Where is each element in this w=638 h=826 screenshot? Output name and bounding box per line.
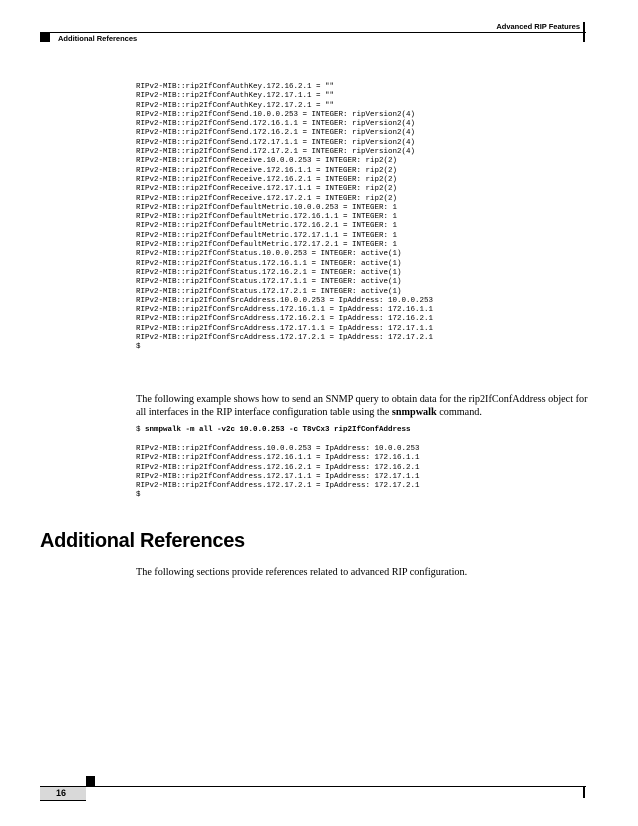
paragraph-text-end: command. (436, 407, 482, 418)
header-rule (40, 32, 586, 33)
code-line: RIPv2-MIB::rip2IfConfStatus.172.16.2.1 = INTEGER: active(1) (136, 268, 402, 277)
code-line: RIPv2-MIB::rip2IfConfDefaultMetric.172.16.1.1 = INTEGER: 1 (136, 213, 398, 222)
command-line (136, 426, 411, 434)
code-line: RIPv2-MIB::rip2IfConfReceive.172.16.2.1 = INTEGER: rip2(2) (136, 175, 398, 184)
code-line: RIPv2-MIB::rip2IfConfSrcAddress.172.16.1.1 = IpAddress: 172.16.1.1 (136, 306, 434, 315)
code-line: RIPv2-MIB::rip2IfConfReceive.172.17.1.1 = INTEGER: rip2(2) (136, 185, 398, 194)
footer-marker-square (86, 776, 95, 786)
code-line: RIPv2-MIB::rip2IfConfStatus.10.0.0.253 = INTEGER: active(1) (136, 250, 402, 259)
code-line: RIPv2-MIB::rip2IfConfReceive.172.17.2.1 = INTEGER: rip2(2) (136, 194, 398, 203)
code-line: RIPv2-MIB::rip2IfConfAuthKey.172.17.1.1 = "" (136, 92, 335, 101)
code-line: RIPv2-MIB::rip2IfConfStatus.172.16.1.1 = INTEGER: active(1) (136, 259, 402, 268)
snmp-output-block-2 (136, 445, 420, 501)
code-line: RIPv2-MIB::rip2IfConfDefaultMetric.10.0.0.253 = INTEGER: 1 (136, 203, 398, 212)
code-line: RIPv2-MIB::rip2IfConfDefaultMetric.172.17.2.1 = INTEGER: 1 (136, 241, 398, 250)
code-line: $ (136, 343, 141, 352)
code-line: RIPv2-MIB::rip2IfConfDefaultMetric.172.16.2.1 = INTEGER: 1 (136, 222, 398, 231)
code-line: RIPv2-MIB::rip2IfConfSend.10.0.0.253 = INTEGER: ripVersion2(4) (136, 110, 416, 119)
code-line: RIPv2-MIB::rip2IfConfAddress.10.0.0.253 = IpAddress: 10.0.0.253 (136, 445, 420, 453)
code-line: RIPv2-MIB::rip2IfConfAuthKey.172.17.2.1 = "" (136, 101, 335, 110)
page-number: 16 (56, 788, 67, 798)
code-line: RIPv2-MIB::rip2IfConfSrcAddress.10.0.0.253 = IpAddress: 10.0.0.253 (136, 296, 434, 305)
code-line: RIPv2-MIB::rip2IfConfSrcAddress.172.17.2.1 = IpAddress: 172.17.2.1 (136, 334, 434, 343)
code-line: RIPv2-MIB::rip2IfConfSrcAddress.172.16.2.1 = IpAddress: 172.16.2.1 (136, 315, 434, 324)
command-name: snmpwalk (391, 407, 437, 418)
header-right-bar (583, 22, 585, 42)
header-marker-square (40, 33, 50, 42)
code-line: RIPv2-MIB::rip2IfConfSrcAddress.172.17.1.1 = IpAddress: 172.17.1.1 (136, 324, 434, 333)
code-line: RIPv2-MIB::rip2IfConfAuthKey.172.16.2.1 = "" (136, 83, 335, 91)
running-section-header: Additional References (58, 34, 138, 43)
code-line: RIPv2-MIB::rip2IfConfDefaultMetric.172.17.1.1 = INTEGER: 1 (136, 231, 398, 240)
section-heading: Additional References (40, 530, 245, 552)
code-line: RIPv2-MIB::rip2IfConfSend.172.16.1.1 = INTEGER: ripVersion2(4) (136, 120, 416, 129)
snmp-output-block-1 (136, 83, 433, 353)
example-paragraph (136, 393, 596, 419)
code-line: RIPv2-MIB::rip2IfConfStatus.172.17.2.1 = INTEGER: active(1) (136, 287, 402, 296)
code-line: RIPv2-MIB::rip2IfConfSend.172.16.2.1 = INTEGER: ripVersion2(4) (136, 129, 416, 138)
code-line: RIPv2-MIB::rip2IfConfAddress.172.17.2.1 = IpAddress: 172.17.2.1 (136, 482, 420, 491)
footer-rule (40, 786, 586, 787)
code-line: RIPv2-MIB::rip2IfConfReceive.172.16.1.1 = INTEGER: rip2(2) (136, 166, 398, 175)
code-line: RIPv2-MIB::rip2IfConfStatus.172.17.1.1 = INTEGER: active(1) (136, 278, 402, 287)
command-prompt: $ (136, 426, 146, 434)
command-text: snmpwalk -m all -v2c 10.0.0.253 -c T8vCx3 rip2IfConfAddress (145, 426, 411, 434)
code-line: $ (136, 491, 141, 500)
chapter-title: Advanced RIP Features (496, 22, 580, 31)
code-line: RIPv2-MIB::rip2IfConfReceive.10.0.0.253 = INTEGER: rip2(2) (136, 157, 398, 166)
code-line: RIPv2-MIB::rip2IfConfAddress.172.16.2.1 = IpAddress: 172.16.2.1 (136, 463, 420, 472)
code-line: RIPv2-MIB::rip2IfConfAddress.172.16.1.1 = IpAddress: 172.16.1.1 (136, 454, 420, 463)
code-line: RIPv2-MIB::rip2IfConfSend.172.17.2.1 = INTEGER: ripVersion2(4) (136, 148, 416, 157)
code-line: RIPv2-MIB::rip2IfConfAddress.172.17.1.1 = IpAddress: 172.17.1.1 (136, 472, 420, 481)
section-intro: The following sections provide references related to advanced RIP configuration. (136, 567, 468, 578)
footer-right-bar (583, 787, 585, 798)
paragraph-text-start: The following example shows how to send an SNMP query to obtain data for the rip2IfConfAddress object for all interfaces in the RIP interface configuration table using the (136, 394, 588, 418)
code-line: RIPv2-MIB::rip2IfConfSend.172.17.1.1 = INTEGER: ripVersion2(4) (136, 138, 416, 147)
